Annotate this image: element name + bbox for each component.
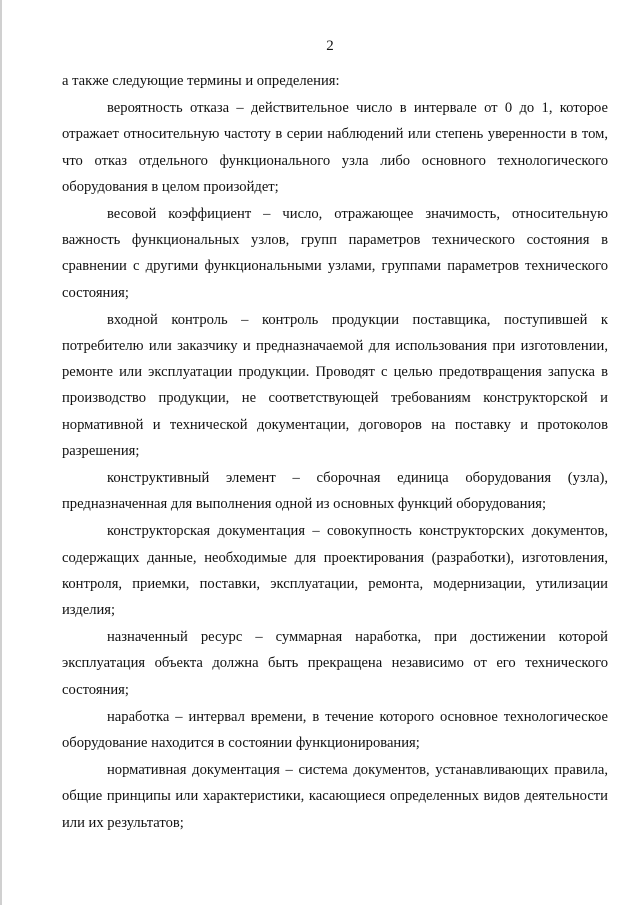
scan-edge-line: [0, 0, 2, 905]
definition-incoming-inspection: входной контроль – контроль продукции поставщика, поступившей к потребителю или заказчику и предназначаемой для использования при изготовлении, ремонте или эксплуатации продукции. Проводят с целью предотвращения запуска в производство продукции, не соответствующей требованиям конструкторской и нормативной и технической документации, договоров на поставку и протоколов разрешения;: [62, 311, 608, 459]
definition-structural-element: конструктивный элемент – сборочная единица оборудования (узла), предназначенная для выполнения одной из основных функций оборудования;: [62, 470, 608, 513]
definition-failure-probability: вероятность отказа – действительное число в интервале от 0 до 1, которое отражает относительную частоту в серии наблюдений или степень уверенности в том, что отказ отдельного функционального узла либо основного технологического оборудования в целом произойдет;: [62, 100, 608, 195]
definition-design-documentation: конструкторская документация – совокупность конструкторских документов, содержащих данные, необходимые для проектирования (разработки), изготовления, контроля, приемки, поставки, эксплуатации, ремонта, модернизации, утилизации изделия;: [62, 523, 608, 619]
page-number: 2: [326, 38, 334, 54]
definition-operating-time: наработка – интервал времени, в течение которого основное технологическое оборудование находится в состоянии функционирования;: [62, 708, 608, 752]
definition-assigned-resource: назначенный ресурс – суммарная наработка, при достижении которой эксплуатация объекта должна быть прекращена независимо от его технического состояния;: [62, 629, 608, 698]
intro-paragraph: а также следующие термины и определения:: [62, 73, 340, 89]
document-body: [62, 68, 608, 836]
definition-regulatory-documentation: нормативная документация – система документов, устанавливающих правила, общие принципы или характеристики, касающиеся определенных видов деятельности или их результатов;: [62, 762, 608, 831]
definition-weight-coefficient: весовой коэффициент – число, отражающее значимость, относительную важность функциональных узлов, групп параметров технического состояния в сравнении с другими функциональными узлами, группами параметров технического состояния;: [62, 206, 608, 301]
